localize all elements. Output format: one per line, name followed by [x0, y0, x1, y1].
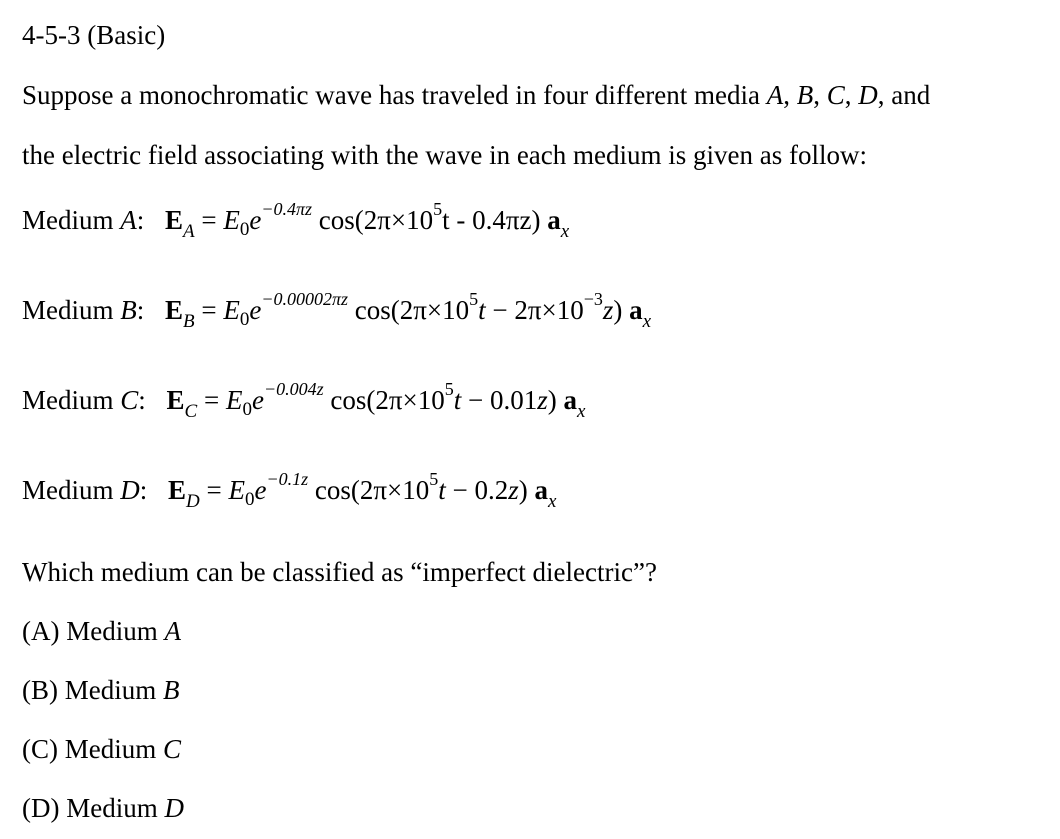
exponent: −0.4πz [261, 199, 313, 219]
medium-label: Medium [22, 475, 114, 505]
option-label: (B) Medium [22, 675, 163, 705]
field-subscript: B [183, 311, 195, 332]
medium-label: Medium [22, 205, 114, 235]
cos-open: cos(2π×10 [314, 475, 430, 505]
medium-letter: D [120, 475, 140, 505]
equation-medium-a: Medium A: $E_A = E_0e^{-0.4\pi z}$ $\cos(2\pi\times 10^5t - 0.4\pi z)$ $a_x$ [22, 199, 570, 242]
exp-base: e [254, 475, 267, 505]
amplitude: E [223, 205, 240, 235]
medium-letter: B [120, 295, 137, 325]
cos-close: ) [518, 475, 528, 505]
option-letter: B [163, 675, 180, 705]
intro-media-a: A [766, 80, 784, 110]
unit-subscript: x [560, 221, 570, 242]
amplitude: E [228, 475, 245, 505]
intro-line-1: Suppose a monochromatic wave has traveled in four different media A, B, C, D, and [22, 80, 931, 110]
equation-medium-c: Medium C: $E_C = E_0e^{-0.004z}$ $\cos(2\pi\times 10^5t - 0.01z)$ $a_x$ [22, 379, 586, 422]
cos-close: ) [613, 295, 623, 325]
exponent: −0.1z [266, 469, 309, 489]
field-symbol: E [166, 385, 185, 415]
question-text: Which medium can be classified as “imperfect dielectric”? [22, 557, 657, 587]
exp-base: e [249, 205, 262, 235]
equation-medium-d: Medium D: $E_D = E_0e^{-0.1z}$ $\cos(2\pi\times 10^5t - 0.2z)$ $a_x$ [22, 469, 557, 512]
option-letter: D [164, 793, 184, 823]
unit-subscript: x [642, 311, 652, 332]
field-symbol: E [168, 475, 187, 505]
amplitude-subscript: 0 [239, 309, 250, 330]
field-symbol: E [165, 205, 184, 235]
cos-t: t [478, 295, 486, 325]
problem-id: 4-5-3 (Basic) [22, 20, 166, 50]
amplitude-subscript: 0 [245, 489, 255, 510]
unit-vector: a [629, 295, 643, 325]
unit-vector: a [547, 205, 561, 235]
intro-text: Suppose a monochromatic wave has traveled in four different media [22, 80, 767, 110]
intro-and: and [891, 80, 931, 110]
cos-open: cos(2π×10 [318, 205, 434, 235]
exp-base: e [251, 385, 264, 415]
unit-subscript: x [576, 401, 586, 422]
option-label: (C) Medium [22, 734, 163, 764]
option-a[interactable] [22, 618, 181, 645]
intro-media-b: B [796, 80, 814, 110]
cos-mid: − 0.2 [445, 475, 509, 505]
amplitude: E [225, 385, 243, 415]
cos-z: z [508, 475, 519, 505]
equation-medium-b: Medium B: $E_B = E_0e^{-0.00002\pi z}$ $\cos(2\pi\times 10^5t - 2\pi\times 10^{-3}z)$ $a_x$ [22, 289, 652, 332]
option-letter: C [163, 734, 182, 764]
unit-vector: a [534, 475, 548, 505]
cos-open: cos(2π×10 [354, 295, 470, 325]
amplitude-subscript: 0 [242, 399, 252, 420]
amplitude: E [223, 295, 240, 325]
intro-media-d: D [858, 80, 878, 110]
cos-rest: t - 0.4πz) [442, 205, 541, 235]
amplitude-subscript: 0 [239, 219, 250, 240]
cos-t: t [453, 385, 462, 415]
cos-mid: − 2π×10 [485, 295, 584, 325]
cos-power: 5 [433, 199, 443, 219]
cos-power: 5 [469, 289, 479, 309]
option-c[interactable] [22, 736, 181, 763]
medium-letter: C [120, 385, 139, 415]
field-subscript: C [184, 401, 198, 422]
cos-z: z [537, 385, 548, 415]
medium-label: Medium [22, 295, 114, 325]
option-label: (A) Medium [22, 616, 165, 646]
option-letter: A [164, 616, 181, 646]
option-d[interactable] [22, 795, 184, 822]
cos-mid: − 0.01 [461, 385, 538, 415]
exponent: −0.004z [263, 379, 324, 399]
cos-z: z [602, 295, 614, 325]
option-b[interactable] [22, 677, 180, 704]
cos-power: 5 [444, 379, 454, 399]
cos-open: cos(2π×10 [330, 385, 445, 415]
cos-close: ) [547, 385, 557, 415]
intro-line-2: the electric field associating with the wave in each medium is given as follow: [22, 140, 867, 170]
cos-power: 5 [429, 469, 439, 489]
unit-subscript: x [548, 491, 557, 512]
exp-base: e [249, 295, 262, 325]
exponent: −0.00002πz [261, 289, 349, 309]
field-subscript: A [183, 221, 195, 242]
cos-power-2: −3 [583, 289, 603, 309]
cos-t: t [438, 475, 446, 505]
medium-label: Medium [22, 385, 114, 415]
unit-vector: a [563, 385, 577, 415]
field-subscript: D [186, 491, 200, 512]
field-symbol: E [165, 295, 184, 325]
intro-media-c: C [826, 80, 845, 110]
option-label: (D) Medium [22, 793, 165, 823]
medium-letter: A [120, 205, 137, 235]
